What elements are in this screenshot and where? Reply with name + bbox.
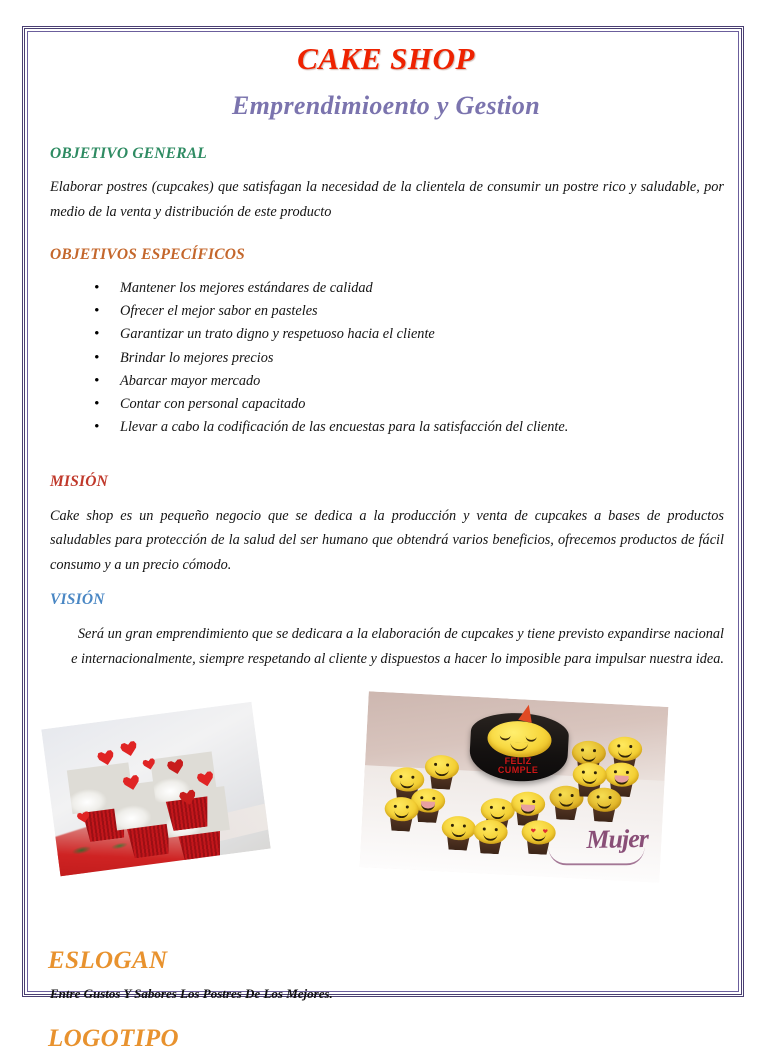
heading-mision: MISIÓN <box>50 473 109 491</box>
eye-icon <box>520 800 524 804</box>
emoji-face <box>441 815 476 841</box>
emoji-face <box>521 820 556 846</box>
list-item: • Abarcar mayor mercado <box>94 370 724 393</box>
eye-icon <box>593 749 597 753</box>
mouth-icon <box>614 775 628 785</box>
emoji-cake <box>468 711 569 784</box>
mouth-icon <box>521 805 535 815</box>
eye-icon <box>582 771 586 775</box>
eslogan-tagline: Entre Gustos Y Sabores Los Postres De Los Mejores. <box>50 985 333 1001</box>
heading-logotipo: LOGOTIPO <box>48 1024 179 1052</box>
eye-icon <box>559 794 563 798</box>
list-item: • Garantizar un trato digno y respetuoso hacia el cliente <box>94 323 724 346</box>
eye-icon <box>499 733 510 741</box>
image-emoji-cake <box>360 691 669 882</box>
cake-message: FELIZ CUMPLE <box>497 756 539 776</box>
eye-icon <box>495 828 499 832</box>
list-item: • Ofrecer el mejor sabor en pasteles <box>94 300 724 323</box>
mouth-icon <box>490 811 504 820</box>
eye-icon <box>532 800 536 804</box>
emoji-face <box>608 736 643 762</box>
eye-icon <box>420 796 424 800</box>
photo-watermark: Mujer <box>585 824 648 855</box>
emoji-face <box>604 762 639 788</box>
page-subtitle: Emprendimioento y Gestion <box>232 91 540 121</box>
eye-icon <box>411 776 415 780</box>
eye-icon <box>399 775 403 779</box>
mouth-icon <box>421 801 435 811</box>
eye-icon <box>394 805 398 809</box>
eye-icon <box>608 796 612 800</box>
paragraph-objetivo-general: Elaborar postres (cupcakes) que satisfagan la necesidad de la clientela de consumir un postre rico y saludable, por medio de la venta y distribución de este producto <box>50 179 724 220</box>
mouth-icon <box>581 754 595 763</box>
eye-icon <box>502 807 506 811</box>
eye-icon <box>483 828 487 832</box>
emoji-cupcake <box>441 815 477 851</box>
eye-icon <box>617 745 621 749</box>
mouth-icon <box>451 829 465 838</box>
heading-vision: VISIÓN <box>50 591 105 609</box>
emoji-face <box>424 755 459 781</box>
eye-icon <box>406 806 410 810</box>
cupcake <box>150 748 222 833</box>
mouth-icon <box>434 768 448 777</box>
paragraph-vision: Será un gran emprendimiento que se dedicara a la elaboración de cupcakes y tiene previsto expandirse nacional e internacionalmente, siempre respetando al cliente y dispuestos a hacer lo imposible para impulsar nuestra idea. <box>71 626 724 667</box>
page-title: CAKE SHOP <box>297 41 475 76</box>
mouth-icon <box>483 833 497 842</box>
list-item: • Mantener los mejores estándares de calidad <box>94 277 724 300</box>
eye-icon <box>525 735 536 743</box>
eye-icon <box>594 771 598 775</box>
objetivos-especificos-list <box>48 277 724 439</box>
emoji-face <box>384 796 419 822</box>
mouth-icon <box>597 801 611 810</box>
heading-objetivo-general: OBJETIVO GENERAL <box>50 144 207 162</box>
emoji-cupcake <box>384 796 420 832</box>
eye-icon <box>451 824 455 828</box>
mouth-icon <box>559 799 573 808</box>
mouth-icon <box>510 742 528 752</box>
eye-icon <box>446 764 450 768</box>
emoji-face <box>587 787 622 813</box>
eye-icon <box>629 745 633 749</box>
mouth-icon <box>531 833 545 842</box>
eye-icon <box>463 825 467 829</box>
emoji-cupcake <box>472 819 508 855</box>
image-cupcakes-hearts <box>41 702 271 876</box>
emoji-cupcake <box>424 755 460 791</box>
photo-gallery <box>48 671 724 941</box>
eye-icon <box>490 806 494 810</box>
heading-eslogan: ESLOGAN <box>48 947 168 975</box>
eye-icon <box>626 771 630 775</box>
eye-icon <box>581 749 585 753</box>
heading-objetivos-especificos: OBJETIVOS ESPECÍFICOS <box>50 246 246 264</box>
mouth-icon <box>394 810 408 819</box>
emoji-face <box>473 819 508 845</box>
document-content <box>48 38 724 1052</box>
eye-icon <box>596 796 600 800</box>
eye-icon <box>434 763 438 767</box>
mouth-icon <box>618 750 632 759</box>
list-item: • Contar con personal capacitado <box>94 393 724 416</box>
emoji-cupcake <box>586 787 622 823</box>
list-item: • Brindar lo mejores precios <box>94 347 724 370</box>
eye-icon <box>432 797 436 801</box>
paragraph-mision: Cake shop es un pequeño negocio que se dedica a la producción y venta de cupcakes a bases de productos saludables para protección de la salud del ser humano que obtendrá varios beneficios, ofrecemos productos de fácil consumo y a un precio cómodo. <box>50 507 724 573</box>
emoji-face <box>511 791 546 817</box>
eye-icon <box>614 770 618 774</box>
mouth-icon <box>582 776 596 785</box>
emoji-face <box>572 762 607 788</box>
list-item: • Llevar a cabo la codificación de las encuestas para la satisfacción del cliente. <box>94 416 724 439</box>
watermark-swoosh-icon <box>548 848 644 866</box>
